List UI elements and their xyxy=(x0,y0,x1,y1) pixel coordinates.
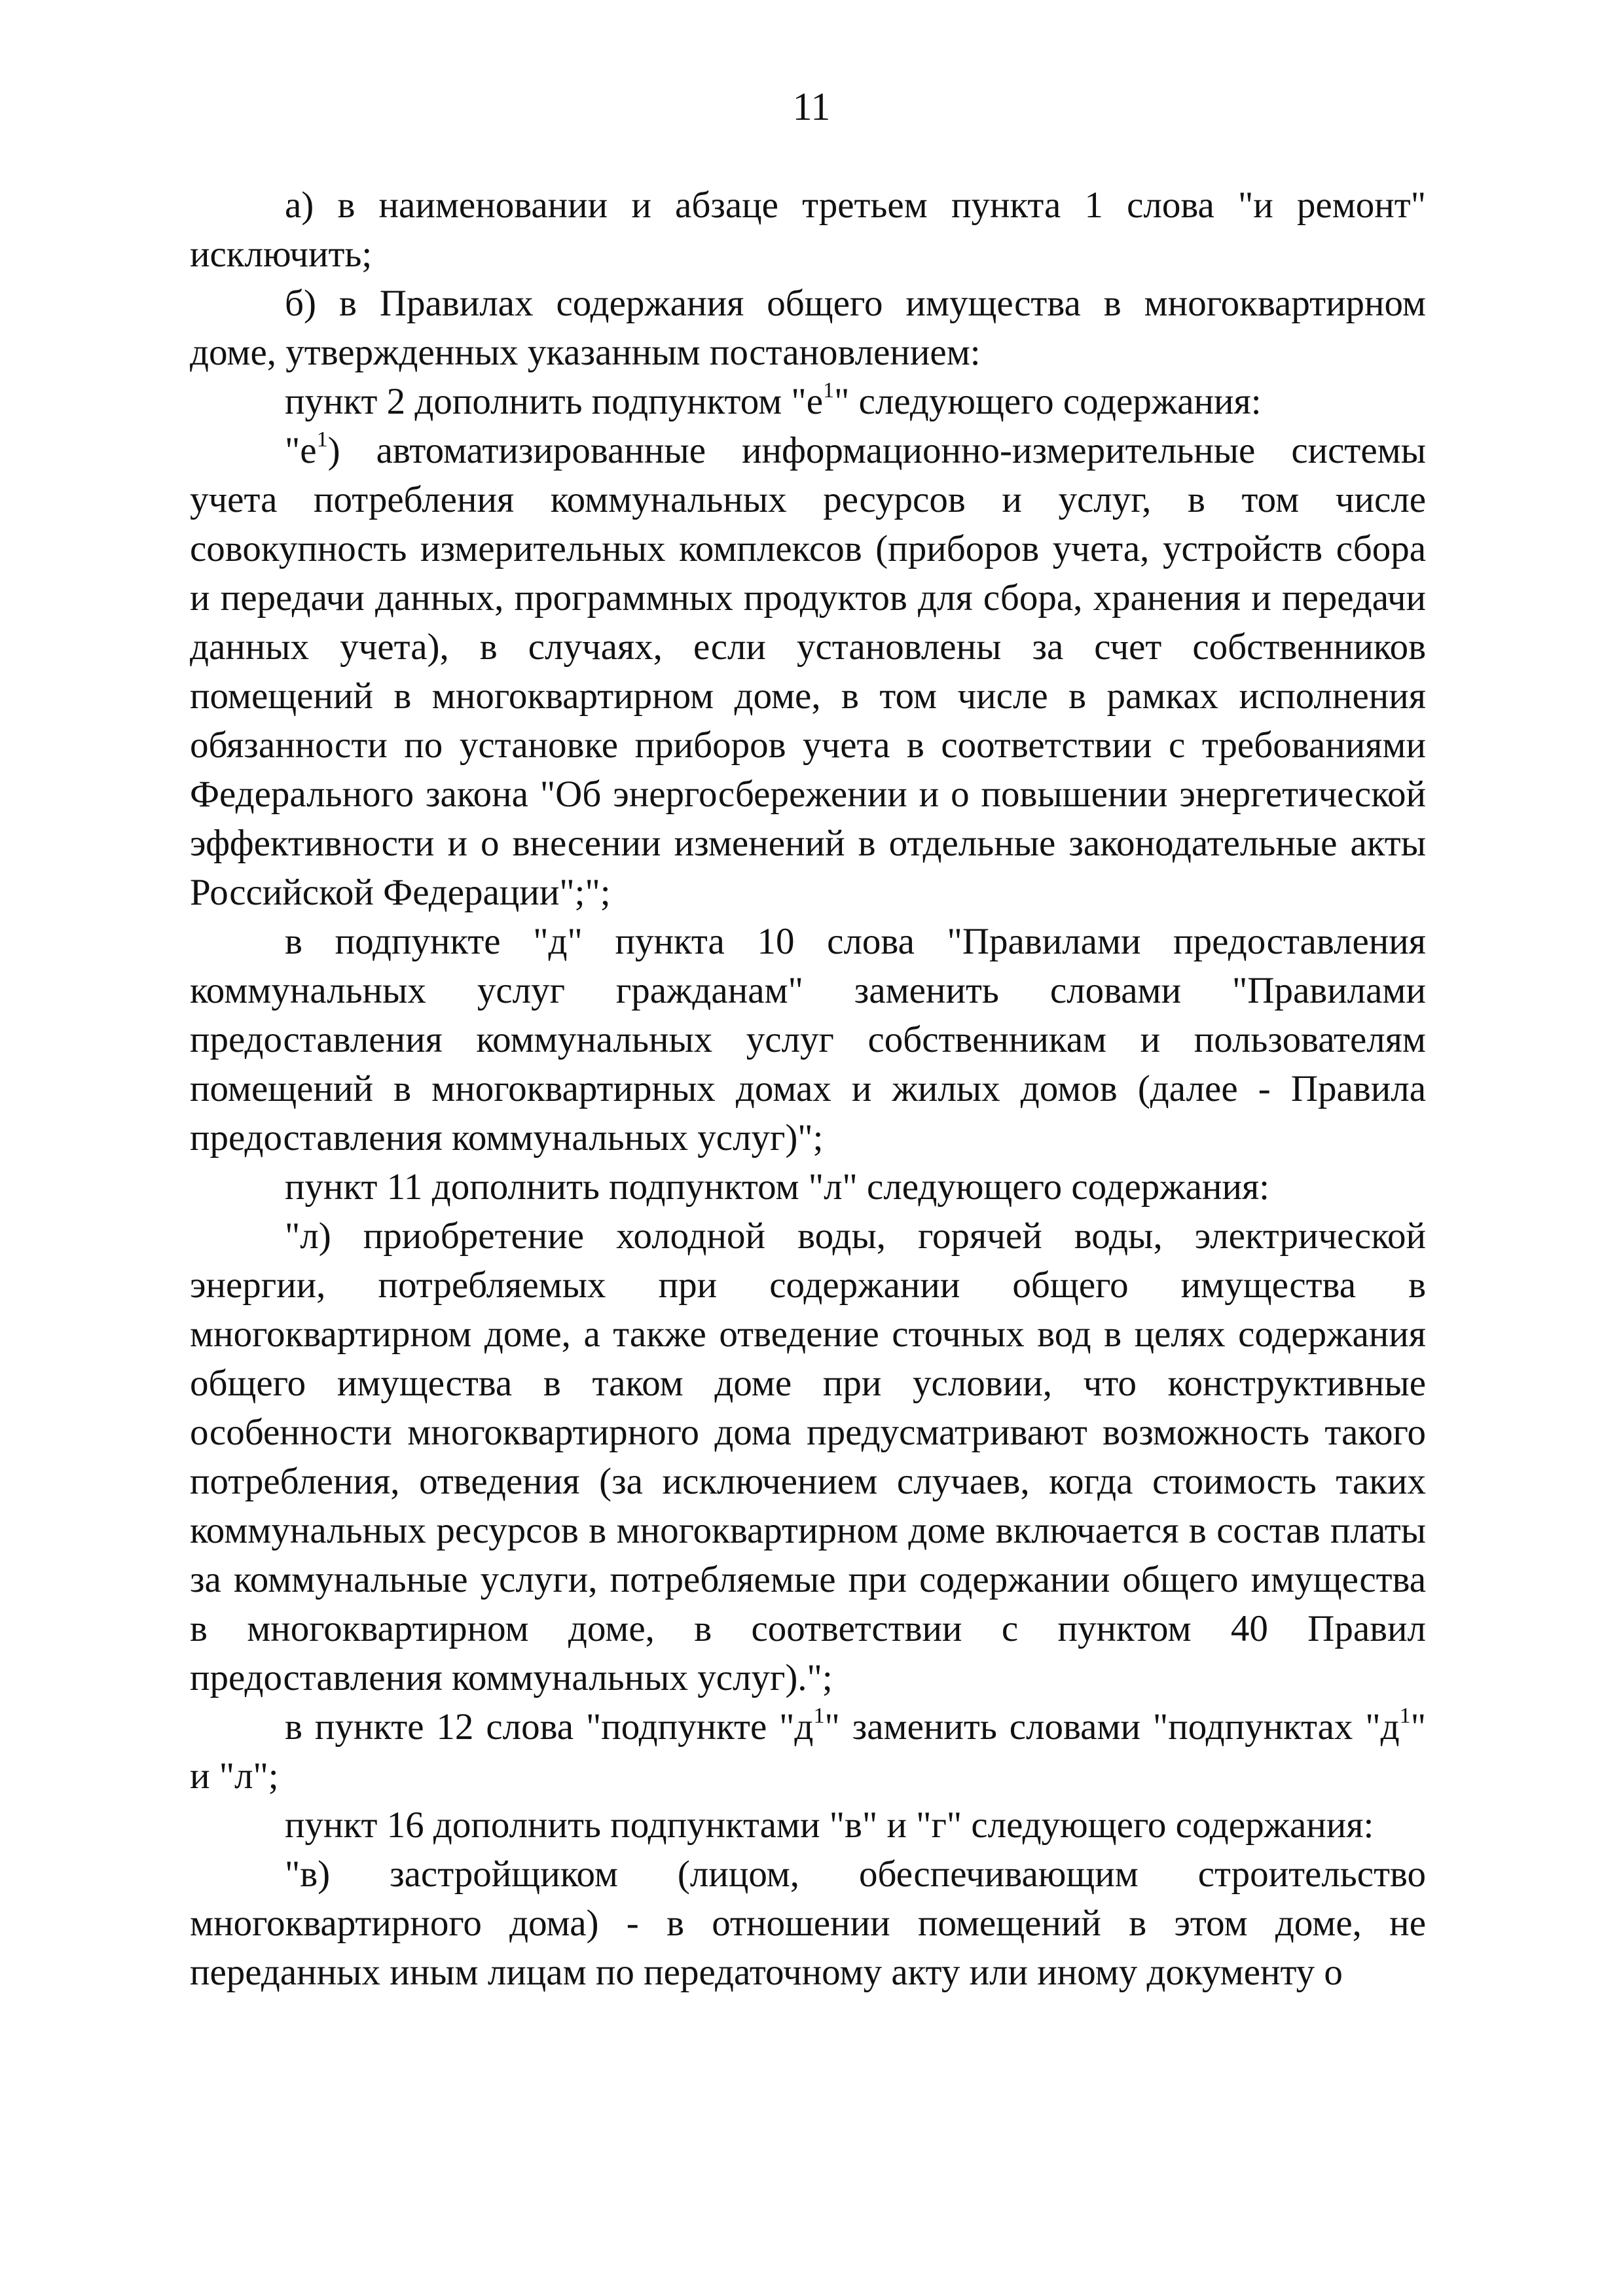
paragraph-text: "в) застройщиком (лицом, обеспечивающим строительство многоквартирного дома) - в отношении помещений в этом доме, не переданных иным лицам по передаточному акту или иному документу о xyxy=(190,1854,1426,1993)
paragraph-p7 xyxy=(190,1211,1426,1702)
paragraph-text: "л) приобретение холодной воды, горячей воды, электрической энергии, потребляемых при содержании общего имущества в многоквартирном доме, а также отведение сточных вод в целях содержания общего имущества в таком доме при условии, что конструктивные особенности многоквартирного дома предусматривают возможность такого потребления, отведения (за исключением случаев, когда стоимость таких коммунальных ресурсов в многоквартирном доме включается в состав платы за коммунальные услуги, потребляемые при содержании общего имущества в многоквартирном доме, в соответствии с пунктом 40 Правил предоставления коммунальных услуг)."; xyxy=(190,1215,1426,1698)
paragraph-text: "е xyxy=(285,430,317,471)
paragraph-p9 xyxy=(190,1801,1426,1850)
paragraph-p2 xyxy=(190,279,1426,377)
superscript: 1 xyxy=(1399,1703,1411,1728)
paragraph-p6 xyxy=(190,1162,1426,1211)
paragraph-p5 xyxy=(190,917,1426,1162)
paragraph-p1 xyxy=(190,181,1426,279)
paragraph-p8 xyxy=(190,1702,1426,1801)
paragraph-p10 xyxy=(190,1850,1426,1997)
document-body xyxy=(190,181,1426,1997)
paragraph-text: пункт 11 дополнить подпунктом "л" следующего содержания: xyxy=(285,1166,1270,1208)
paragraph-text: " следующего содержания: xyxy=(834,381,1262,422)
page-number: 11 xyxy=(792,85,831,128)
paragraph-text: " заменить словами "подпунктах "д xyxy=(824,1706,1400,1748)
paragraph-p4 xyxy=(190,426,1426,917)
paragraph-text: " и "л"; xyxy=(190,1706,1426,1797)
paragraph-text: б) в Правилах содержания общего имущества в многоквартирном доме, утвержденных указанным постановлением: xyxy=(190,283,1426,373)
paragraph-text: в подпункте "д" пункта 10 слова "Правилами предоставления коммунальных услуг гражданам" заменить словами "Правилами предоставления коммунальных услуг собственникам и пользователям помещений в многоквартирных домах и жилых домов (далее - Правила предоставления коммунальных услуг)"; xyxy=(190,921,1426,1158)
superscript: 1 xyxy=(316,427,328,452)
paragraph-p3 xyxy=(190,377,1426,426)
paragraph-text: пункт 2 дополнить подпунктом "е xyxy=(285,381,823,422)
paragraph-text: пункт 16 дополнить подпунктами "в" и "г" следующего содержания: xyxy=(285,1804,1374,1846)
superscript: 1 xyxy=(823,378,835,403)
superscript: 1 xyxy=(813,1703,825,1728)
paragraph-text: в пункте 12 слова "подпункте "д xyxy=(285,1706,814,1748)
paragraph-text: ) автоматизированные информационно-измерительные системы учета потребления коммунальных ресурсов и услуг, в том числе совокупность измерительных комплексов (приборов учета, устройств сбора и передачи данных, программных продуктов для сбора, хранения и передачи данных учета), в случаях, если установлены за счет собственников помещений в многоквартирном доме, в том числе в рамках исполнения обязанности по установке приборов учета в соответствии с требованиями Федерального закона "Об энергосбережении и о повышении энергетической эффективности и о внесении изменений в отдельные законодательные акты Российской Федерации";"; xyxy=(190,430,1426,913)
paragraph-text: а) в наименовании и абзаце третьем пункта 1 слова "и ремонт" исключить; xyxy=(190,185,1426,275)
